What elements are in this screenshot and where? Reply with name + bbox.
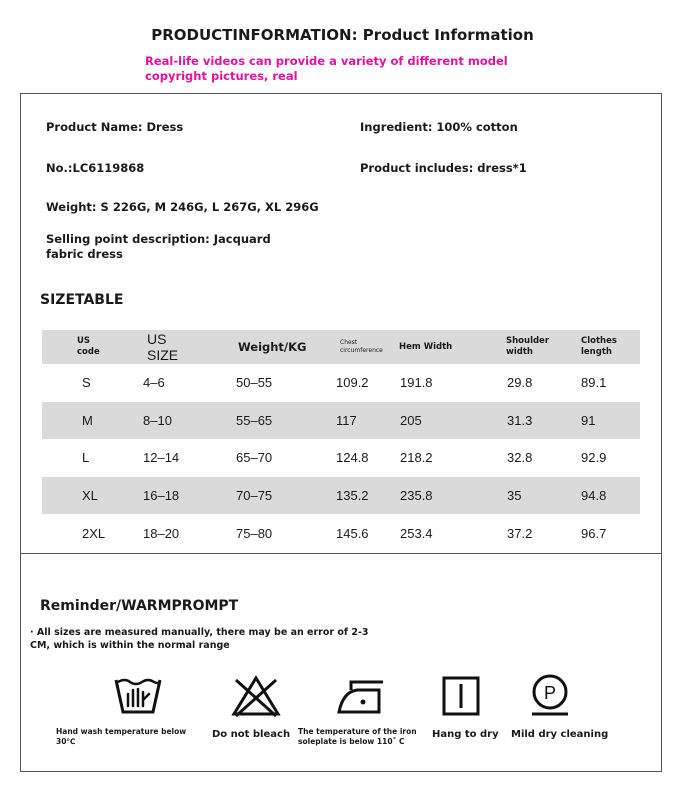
cell-chest: 145.6 (336, 525, 369, 541)
no-bleach-label: Do not bleach (212, 729, 291, 740)
cell-chest: 117 (336, 412, 357, 428)
header-chest: Chest circumference (340, 339, 383, 354)
cell-shoulder-width: 29.8 (507, 375, 533, 391)
size-table (42, 330, 640, 552)
header-hem-width: Hem Width (399, 341, 453, 352)
hand-wash-icon (110, 672, 166, 720)
product-name: Product Name: Dress (46, 120, 184, 134)
svg-text:P: P (543, 683, 557, 703)
header-shoulder-width: Shoulder width (506, 336, 550, 357)
cell-weight: 50–55 (236, 375, 273, 391)
cell-hem-width: 205 (400, 412, 422, 428)
cell-chest: 109.2 (336, 375, 369, 391)
header-clothes-length: Clothes length (581, 336, 617, 357)
cell-us-size: 4–6 (143, 375, 165, 391)
size-table-title: SIZETABLE (40, 292, 124, 308)
cell-shoulder-width: 32.8 (507, 450, 533, 466)
table-row (42, 477, 640, 515)
no-bleach-icon (228, 672, 284, 720)
cell-hem-width: 235.8 (400, 488, 433, 504)
cell-us-size: 18–20 (143, 525, 180, 541)
cell-weight: 70–75 (236, 488, 273, 504)
product-weight: Weight: S 226G, M 246G, L 267G, XL 296G (46, 200, 319, 214)
cell-chest: 135.2 (336, 488, 369, 504)
iron-icon (335, 672, 391, 720)
header-us-size: US SIZE (147, 331, 179, 363)
cell-clothes-length: 91 (581, 412, 596, 428)
dry-clean-icon (528, 672, 576, 720)
cell-clothes-length: 96.7 (581, 525, 607, 541)
dry-clean-label: Mild dry cleaning (511, 729, 609, 740)
product-ingredient: Ingredient: 100% cotton (360, 120, 518, 134)
cell-shoulder-width: 37.2 (507, 525, 533, 541)
product-selling-point: Selling point description: Jacquard fabric dress (46, 232, 271, 261)
product-number: No.:LC6119868 (46, 161, 145, 175)
reminder-title: Reminder/WARMPROMPT (40, 598, 239, 614)
cell-clothes-length: 89.1 (581, 375, 607, 391)
cell-us-code: S (82, 375, 91, 391)
cell-chest: 124.8 (336, 450, 369, 466)
cell-hem-width: 253.4 (400, 525, 433, 541)
cell-us-code: L (82, 450, 90, 466)
reminder-note: · All sizes are measured manually, there may be an error of 2-3 CM, which is within the normal range (30, 627, 369, 651)
cell-clothes-length: 94.8 (581, 488, 607, 504)
hang-dry-label: Hang to dry (432, 729, 499, 740)
header-weight: Weight/KG (238, 340, 307, 354)
cell-weight: 65–70 (236, 450, 273, 466)
table-header-row (42, 330, 640, 364)
cell-us-code: 2XL (82, 525, 106, 541)
hang-dry-icon (438, 672, 486, 720)
cell-shoulder-width: 31.3 (507, 412, 533, 428)
cell-hem-width: 218.2 (400, 450, 433, 466)
cell-us-size: 16–18 (143, 488, 180, 504)
cell-us-size: 12–14 (143, 450, 180, 466)
cell-weight: 75–80 (236, 525, 273, 541)
cell-weight: 55–65 (236, 412, 273, 428)
table-row (42, 439, 640, 477)
page-title: PRODUCTINFORMATION: Product Information (151, 26, 534, 44)
table-row (42, 514, 640, 552)
cell-us-size: 8–10 (143, 412, 172, 428)
table-row (42, 364, 640, 402)
hand-wash-label: Hand wash temperature below 30℃ (56, 727, 187, 746)
cell-hem-width: 191.8 (400, 375, 433, 391)
table-row (42, 402, 640, 440)
cell-us-code: XL (82, 488, 98, 504)
cell-clothes-length: 92.9 (581, 450, 607, 466)
cell-us-code: M (82, 412, 93, 428)
iron-label: The temperature of the iron soleplate is below 110˚ C (298, 727, 417, 746)
product-includes: Product includes: dress*1 (360, 161, 527, 175)
subtitle-note: Real-life videos can provide a variety of different model copyright pictures, real (145, 54, 508, 83)
header-us-code: US code (77, 336, 100, 357)
cell-shoulder-width: 35 (507, 488, 522, 504)
